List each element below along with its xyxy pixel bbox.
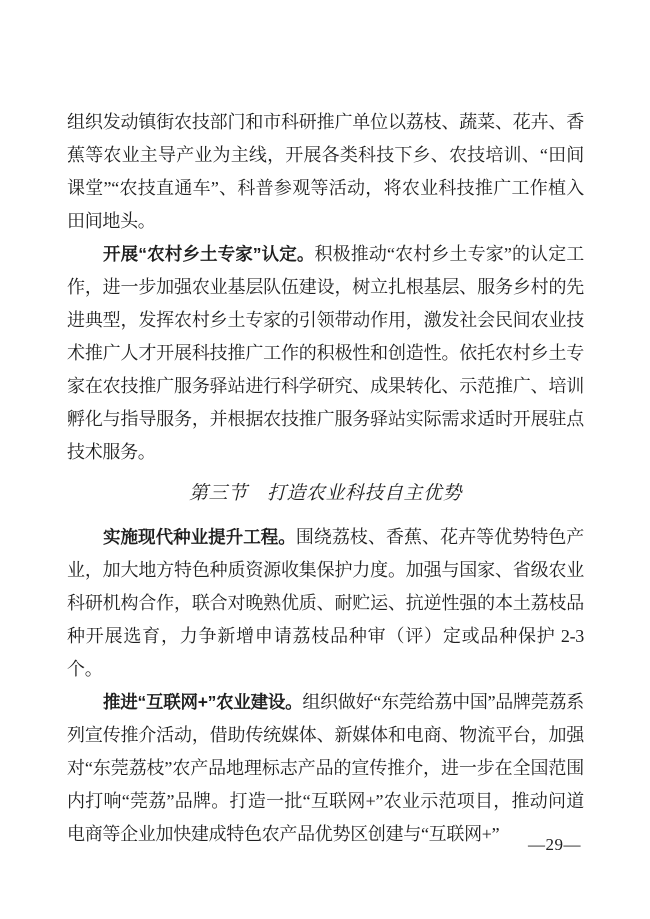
page-number: —29— bbox=[528, 835, 581, 854]
document-body bbox=[67, 106, 584, 851]
paragraph bbox=[67, 686, 584, 851]
paragraph bbox=[67, 521, 584, 686]
paragraph-text: 组织做好“东莞给荔中国”品牌莞荔系列宣传推介活动，借助传统媒体、新媒体和电商、物流平台，加强对“东莞荔枝”农产品地理标志产品的宣传推介，进一步在全国范围内打响“莞荔”品牌。打造一批“互联网+”农业示范项目，推动问道电商等企业加快建成特色农产品优势区创建与“互联网+” bbox=[67, 692, 584, 844]
paragraph-lead: 推进“互联网+”农业建设。 bbox=[103, 692, 303, 712]
paragraph-lead: 开展“农村乡土专家”认定。 bbox=[103, 244, 315, 264]
paragraph-text: 组织发动镇街农技部门和市科研推广单位以荔枝、蔬菜、花卉、香蕉等农业主导产业为主线，开展各类科技下乡、农技培训、“田间课堂”“农技直通车”、科普参观等活动，将农业科技推广工作植入田间地头。 bbox=[67, 112, 584, 231]
paragraph-text: 积极推动“农村乡土专家”的认定工作，进一步加强农业基层队伍建设，树立扎根基层、服务乡村的先进典型，发挥农村乡土专家的引领带动作用，激发社会民间农业技术推广人才开展科技推广工作的积极性和创造性。依托农村乡土专家在农技推广服务驿站进行科学研究、成果转化、示范推广、培训孵化与指导服务，并根据农技推广服务驿站实际需求适时开展驻点技术服务。 bbox=[67, 244, 584, 462]
section-heading: 第三节 打造农业科技自主优势 bbox=[188, 483, 462, 504]
paragraph-lead: 实施现代种业提升工程。 bbox=[103, 527, 296, 547]
paragraph bbox=[67, 106, 584, 238]
paragraph-text: 围绕荔枝、香蕉、花卉等优势特色产业，加大地方特色种质资源收集保护力度。加强与国家、省级农业科研机构合作，联合对晚熟优质、耐贮运、抗逆性强的本土荔枝品种开展选育，力争新增申请荔枝品种审（评）定或品种保护 2-3 个。 bbox=[67, 527, 585, 679]
paragraph bbox=[67, 238, 584, 469]
